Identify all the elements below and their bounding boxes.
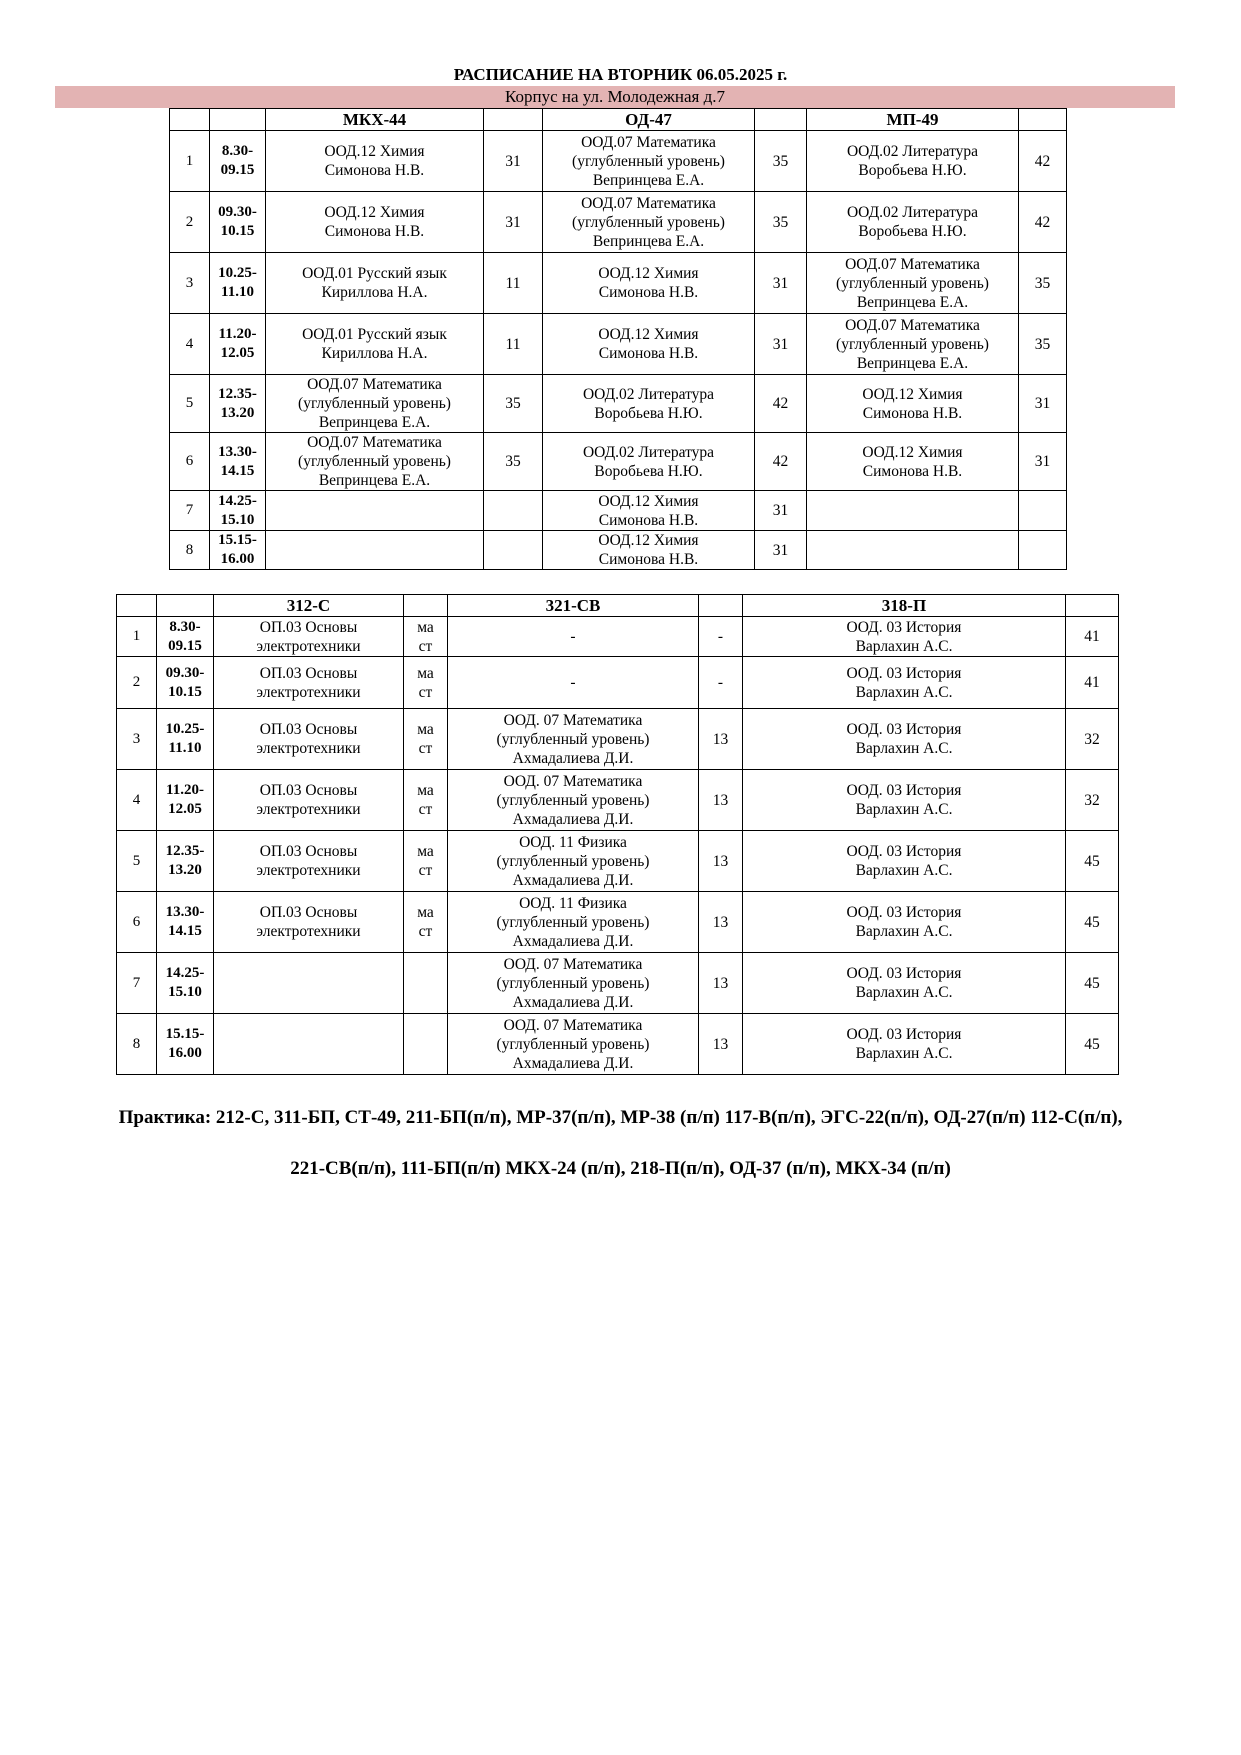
- room-cell: 42: [755, 375, 807, 433]
- page-title: РАСПИСАНИЕ НА ВТОРНИК 06.05.2025 г.: [453, 65, 788, 84]
- room-header-blank: [755, 109, 807, 131]
- subject-cell: ООД.12 Химия Симонова Н.В.: [543, 253, 755, 314]
- subject-cell: ОП.03 Основы электротехники: [214, 770, 404, 831]
- room-header-blank: [1019, 109, 1067, 131]
- practice-line-1: Практика: 212-С, 311-БП, СТ-49, 211-БП(п/п), МР-37(п/п), МР-38 (п/п) 117-В(п/п), ЭГС-22(п/п), ОД-27(п/п) 112-С(п/п),: [118, 1107, 1123, 1128]
- lesson-time: 09.30- 10.15: [210, 192, 266, 253]
- room-cell: 42: [1019, 131, 1067, 192]
- subject-cell: -: [448, 657, 699, 709]
- lesson-time: 13.30- 14.15: [210, 433, 266, 491]
- lesson-number: 6: [170, 433, 210, 491]
- lesson-time: 12.35- 13.20: [210, 375, 266, 433]
- room-cell: 42: [755, 433, 807, 491]
- practice-line-2: 221-СВ(п/п), 111-БП(п/п) МКХ-24 (п/п), 218-П(п/п), ОД-37 (п/п), МКХ-34 (п/п): [290, 1158, 951, 1179]
- table-row: [170, 531, 1067, 570]
- lesson-number: 4: [117, 770, 157, 831]
- room-cell: 35: [484, 433, 543, 491]
- subject-cell: ОП.03 Основы электротехники: [214, 709, 404, 770]
- lesson-time: 14.25- 15.10: [157, 953, 214, 1014]
- room-header-blank: [699, 595, 743, 617]
- subject-cell: ООД. 07 Математика (углубленный уровень) Ахмадалиева Д.И.: [448, 1014, 699, 1075]
- subject-cell: ООД.07 Математика (углубленный уровень) Вепринцева Е.А.: [543, 192, 755, 253]
- schedule-table-1: [169, 108, 1067, 570]
- lesson-number: 7: [117, 953, 157, 1014]
- group-header: МКХ-44: [266, 109, 484, 131]
- room-cell: 13: [699, 770, 743, 831]
- room-cell: 31: [755, 253, 807, 314]
- room-cell: 35: [1019, 253, 1067, 314]
- subject-cell: ООД.07 Математика (углубленный уровень) Вепринцева Е.А.: [807, 314, 1019, 375]
- lesson-time: 14.25- 15.10: [210, 491, 266, 531]
- room-cell: 35: [484, 375, 543, 433]
- table-row: [170, 491, 1067, 531]
- group-header: 318-П: [743, 595, 1066, 617]
- room-cell: ма ст: [404, 770, 448, 831]
- subject-cell: ОП.03 Основы электротехники: [214, 892, 404, 953]
- lesson-number: 5: [170, 375, 210, 433]
- room-cell: [404, 1014, 448, 1075]
- table-row: [170, 192, 1067, 253]
- subject-cell: ООД.01 Русский язык Кириллова Н.А.: [266, 314, 484, 375]
- subject-cell: [266, 531, 484, 570]
- lesson-number: 5: [117, 831, 157, 892]
- subject-cell: ООД. 11 Физика (углубленный уровень) Ахмадалиева Д.И.: [448, 831, 699, 892]
- subject-cell: ООД. 11 Физика (углубленный уровень) Ахмадалиева Д.И.: [448, 892, 699, 953]
- group-header: ОД-47: [543, 109, 755, 131]
- subject-cell: ОП.03 Основы электротехники: [214, 657, 404, 709]
- subject-cell: ООД.07 Математика (углубленный уровень) Вепринцева Е.А.: [266, 433, 484, 491]
- table-row: [117, 657, 1119, 709]
- room-cell: 13: [699, 892, 743, 953]
- room-cell: 35: [755, 192, 807, 253]
- room-cell: 42: [1019, 192, 1067, 253]
- subject-cell: ООД.02 Литература Воробьева Н.Ю.: [807, 131, 1019, 192]
- subject-cell: ООД. 07 Математика (углубленный уровень) Ахмадалиева Д.И.: [448, 709, 699, 770]
- room-cell: [1019, 531, 1067, 570]
- lesson-number: 2: [117, 657, 157, 709]
- subject-cell: ОП.03 Основы электротехники: [214, 831, 404, 892]
- table-row: [117, 892, 1119, 953]
- subject-cell: ООД.12 Химия Симонова Н.В.: [543, 314, 755, 375]
- subject-cell: ООД.12 Химия Симонова Н.В.: [266, 131, 484, 192]
- subject-cell: ООД.12 Химия Симонова Н.В.: [266, 192, 484, 253]
- lesson-time: 8.30- 09.15: [210, 131, 266, 192]
- lesson-time: 15.15- 16.00: [210, 531, 266, 570]
- room-cell: 45: [1066, 1014, 1119, 1075]
- group-header: МП-49: [807, 109, 1019, 131]
- lesson-number: 3: [117, 709, 157, 770]
- subject-cell: ООД. 07 Математика (углубленный уровень) Ахмадалиева Д.И.: [448, 770, 699, 831]
- header-row: [117, 595, 1119, 617]
- room-cell: 13: [699, 831, 743, 892]
- room-cell: 35: [755, 131, 807, 192]
- lesson-number: 1: [170, 131, 210, 192]
- table-row: [170, 314, 1067, 375]
- room-cell: 45: [1066, 831, 1119, 892]
- room-header-blank: [1066, 595, 1119, 617]
- building-subtitle: Корпус на ул. Молодежная д.7: [55, 86, 1175, 108]
- table-row: [117, 831, 1119, 892]
- room-cell: ма ст: [404, 892, 448, 953]
- header-blank: [170, 109, 210, 131]
- lesson-number: 3: [170, 253, 210, 314]
- room-cell: 11: [484, 314, 543, 375]
- lesson-time: 15.15- 16.00: [157, 1014, 214, 1075]
- subject-cell: [266, 491, 484, 531]
- subject-cell: ООД.12 Химия Симонова Н.В.: [807, 375, 1019, 433]
- subject-cell: ООД.12 Химия Симонова Н.В.: [543, 491, 755, 531]
- room-cell: 31: [755, 531, 807, 570]
- room-cell: ма ст: [404, 709, 448, 770]
- subject-cell: ООД.07 Математика (углубленный уровень) Вепринцева Е.А.: [266, 375, 484, 433]
- room-cell: 31: [484, 192, 543, 253]
- subject-cell: ООД.07 Математика (углубленный уровень) Вепринцева Е.А.: [807, 253, 1019, 314]
- group-header: 312-С: [214, 595, 404, 617]
- room-cell: 13: [699, 1014, 743, 1075]
- table-row: [170, 375, 1067, 433]
- header-row: [170, 109, 1067, 131]
- subject-cell: ООД. 03 История Варлахин А.С.: [743, 657, 1066, 709]
- table-row: [117, 953, 1119, 1014]
- room-cell: ма ст: [404, 657, 448, 709]
- room-cell: 13: [699, 953, 743, 1014]
- room-cell: -: [699, 617, 743, 657]
- room-cell: [1019, 491, 1067, 531]
- room-cell: 32: [1066, 709, 1119, 770]
- room-cell: 31: [755, 491, 807, 531]
- lesson-number: 8: [117, 1014, 157, 1075]
- room-header-blank: [484, 109, 543, 131]
- room-cell: 45: [1066, 953, 1119, 1014]
- subject-cell: [807, 531, 1019, 570]
- subject-cell: ООД. 03 История Варлахин А.С.: [743, 892, 1066, 953]
- table-row: [117, 1014, 1119, 1075]
- subject-cell: ООД. 03 История Варлахин А.С.: [743, 770, 1066, 831]
- table-row: [170, 131, 1067, 192]
- room-cell: 31: [1019, 375, 1067, 433]
- table-row: [117, 770, 1119, 831]
- subject-cell: ООД.12 Химия Симонова Н.В.: [807, 433, 1019, 491]
- subject-cell: -: [448, 617, 699, 657]
- room-cell: [484, 491, 543, 531]
- room-cell: -: [699, 657, 743, 709]
- lesson-number: 1: [117, 617, 157, 657]
- lesson-number: 7: [170, 491, 210, 531]
- subject-cell: ООД. 03 История Варлахин А.С.: [743, 831, 1066, 892]
- lesson-number: 4: [170, 314, 210, 375]
- lesson-time: 11.20- 12.05: [210, 314, 266, 375]
- lesson-time: 8.30- 09.15: [157, 617, 214, 657]
- table-row: [117, 617, 1119, 657]
- room-cell: [404, 953, 448, 1014]
- room-cell: 32: [1066, 770, 1119, 831]
- lesson-time: 10.25- 11.10: [157, 709, 214, 770]
- lesson-time: 12.35- 13.20: [157, 831, 214, 892]
- lesson-time: 10.25- 11.10: [210, 253, 266, 314]
- subject-cell: ООД.02 Литература Воробьева Н.Ю.: [543, 375, 755, 433]
- subject-cell: ОП.03 Основы электротехники: [214, 617, 404, 657]
- room-cell: 31: [1019, 433, 1067, 491]
- subject-cell: [807, 491, 1019, 531]
- subject-cell: ООД.02 Литература Воробьева Н.Ю.: [807, 192, 1019, 253]
- table-row: [170, 433, 1067, 491]
- lesson-number: 8: [170, 531, 210, 570]
- room-cell: 31: [755, 314, 807, 375]
- room-cell: [484, 531, 543, 570]
- subject-cell: ООД.12 Химия Симонова Н.В.: [543, 531, 755, 570]
- table-row: [170, 253, 1067, 314]
- lesson-number: 6: [117, 892, 157, 953]
- lesson-number: 2: [170, 192, 210, 253]
- header-blank: [210, 109, 266, 131]
- subject-cell: ООД. 07 Математика (углубленный уровень) Ахмадалиева Д.И.: [448, 953, 699, 1014]
- room-cell: 31: [484, 131, 543, 192]
- lesson-time: 09.30- 10.15: [157, 657, 214, 709]
- group-header: 321-СВ: [448, 595, 699, 617]
- lesson-time: 11.20- 12.05: [157, 770, 214, 831]
- room-cell: 35: [1019, 314, 1067, 375]
- table-row: [117, 709, 1119, 770]
- room-cell: 41: [1066, 657, 1119, 709]
- room-header-blank: [404, 595, 448, 617]
- room-cell: ма ст: [404, 831, 448, 892]
- subject-cell: [214, 1014, 404, 1075]
- lesson-time: 13.30- 14.15: [157, 892, 214, 953]
- room-cell: 11: [484, 253, 543, 314]
- header-blank: [157, 595, 214, 617]
- room-cell: ма ст: [404, 617, 448, 657]
- subject-cell: ООД.07 Математика (углубленный уровень) Вепринцева Е.А.: [543, 131, 755, 192]
- subject-cell: ООД. 03 История Варлахин А.С.: [743, 617, 1066, 657]
- subject-cell: ООД.02 Литература Воробьева Н.Ю.: [543, 433, 755, 491]
- subject-cell: ООД.01 Русский язык Кириллова Н.А.: [266, 253, 484, 314]
- subject-cell: [214, 953, 404, 1014]
- room-cell: 13: [699, 709, 743, 770]
- room-cell: 45: [1066, 892, 1119, 953]
- subject-cell: ООД. 03 История Варлахин А.С.: [743, 953, 1066, 1014]
- room-cell: 41: [1066, 617, 1119, 657]
- subject-cell: ООД. 03 История Варлахин А.С.: [743, 1014, 1066, 1075]
- schedule-table-2: [116, 594, 1119, 1075]
- subject-cell: ООД. 03 История Варлахин А.С.: [743, 709, 1066, 770]
- header-blank: [117, 595, 157, 617]
